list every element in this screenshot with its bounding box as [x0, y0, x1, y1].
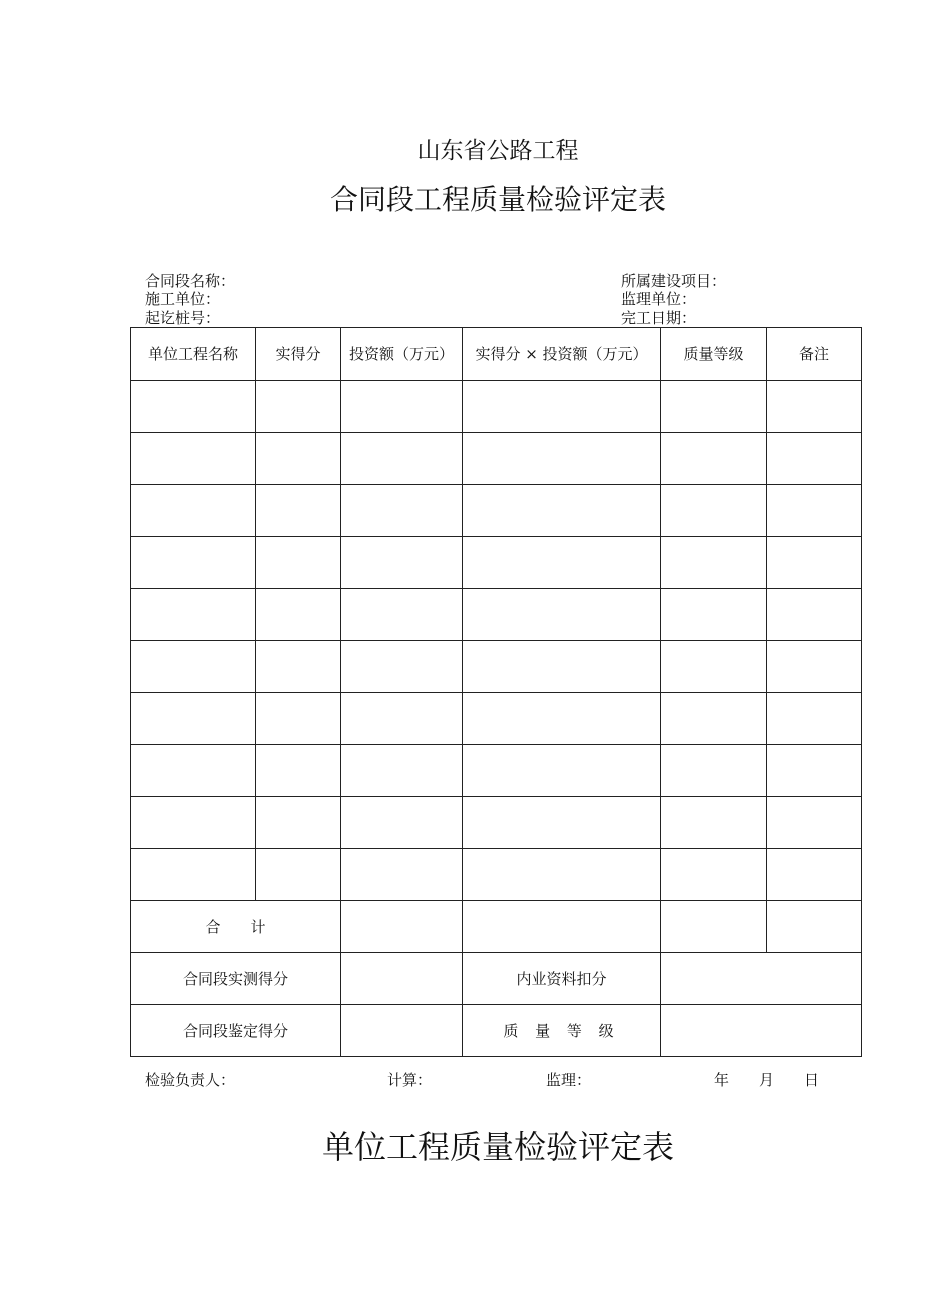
- table-cell: [341, 849, 463, 901]
- column-header: 备注: [767, 328, 862, 381]
- table-cell: [341, 797, 463, 849]
- project-label: 所属建设项目：: [621, 272, 727, 290]
- table-cell: [661, 797, 767, 849]
- total-label: 合 计: [131, 901, 341, 953]
- table-cell: [463, 693, 661, 745]
- table-row: [131, 537, 862, 589]
- table-cell: [767, 381, 862, 433]
- table-cell: [256, 849, 341, 901]
- table-cell: [767, 537, 862, 589]
- table-cell: [767, 693, 862, 745]
- table-cell: [131, 589, 256, 641]
- supervisor-label: 监理单位：: [621, 290, 697, 308]
- table-cell: [256, 485, 341, 537]
- total-row: [131, 901, 862, 953]
- table-cell: [131, 537, 256, 589]
- table-cell: [131, 797, 256, 849]
- table-cell: [661, 537, 767, 589]
- table-cell: [341, 537, 463, 589]
- contractor-label: 施工单位：: [145, 290, 221, 308]
- table-cell: [131, 745, 256, 797]
- table-cell: [256, 641, 341, 693]
- table-cell: [661, 589, 767, 641]
- table-cell: [463, 537, 661, 589]
- table-cell: [341, 641, 463, 693]
- total-remark-cell: [767, 901, 862, 953]
- table-cell: [463, 797, 661, 849]
- table-row: [131, 693, 862, 745]
- quality-grade-label: 质 量 等 级: [463, 1005, 661, 1057]
- table-cell: [463, 641, 661, 693]
- document-title: 合同段工程质量检验评定表: [329, 183, 666, 216]
- table-cell: [661, 849, 767, 901]
- table-cell: [767, 745, 862, 797]
- table-cell: [767, 589, 862, 641]
- column-header: 单位工程名称: [131, 328, 256, 381]
- assessed-score-label: 合同段鉴定得分: [131, 1005, 341, 1057]
- table-cell: [463, 589, 661, 641]
- table-cell: [256, 381, 341, 433]
- table-cell: [256, 433, 341, 485]
- table-cell: [463, 485, 661, 537]
- table-cell: [661, 485, 767, 537]
- station-label: 起讫桩号：: [145, 309, 221, 327]
- calc-label: 计算：: [387, 1071, 433, 1089]
- column-header: 投资额（万元）: [341, 328, 463, 381]
- table-cell: [341, 693, 463, 745]
- table-cell: [131, 693, 256, 745]
- table-row: [131, 589, 862, 641]
- table-cell: [661, 641, 767, 693]
- table-cell: [463, 849, 661, 901]
- quality-grade-value: [661, 1005, 862, 1057]
- assessed-score-row: [131, 1005, 862, 1057]
- table-cell: [767, 433, 862, 485]
- table-cell: [341, 745, 463, 797]
- table-row: [131, 485, 862, 537]
- table-cell: [463, 745, 661, 797]
- table-cell: [256, 797, 341, 849]
- internal-deduction-value: [661, 953, 862, 1005]
- table-row: [131, 849, 862, 901]
- next-section-title: 单位工程质量检验评定表: [321, 1128, 674, 1166]
- table-cell: [767, 849, 862, 901]
- table-cell: [256, 745, 341, 797]
- column-header: 质量等级: [661, 328, 767, 381]
- total-grade-cell: [661, 901, 767, 953]
- table-cell: [131, 433, 256, 485]
- completion-date-label: 完工日期：: [621, 309, 697, 327]
- internal-deduction-label: 内业资料扣分: [463, 953, 661, 1005]
- table-cell: [767, 485, 862, 537]
- document-subtitle: 山东省公路工程: [417, 138, 579, 164]
- table-cell: [256, 589, 341, 641]
- table-row: [131, 381, 862, 433]
- table-cell: [463, 381, 661, 433]
- table-cell: [661, 381, 767, 433]
- table-cell: [131, 849, 256, 901]
- table-cell: [131, 485, 256, 537]
- table-cell: [256, 537, 341, 589]
- assessed-score-value: [341, 1005, 463, 1057]
- table-cell: [767, 797, 862, 849]
- table-cell: [661, 433, 767, 485]
- contract-name-label: 合同段名称：: [145, 272, 236, 290]
- measured-score-value: [341, 953, 463, 1005]
- total-product-cell: [463, 901, 661, 953]
- inspector-label: 检验负责人：: [145, 1071, 236, 1089]
- table-cell: [131, 641, 256, 693]
- evaluation-table: [130, 327, 862, 1057]
- table-cell: [131, 381, 256, 433]
- total-investment-cell: [341, 901, 463, 953]
- measured-score-label: 合同段实测得分: [131, 953, 341, 1005]
- table-cell: [341, 433, 463, 485]
- table-row: [131, 433, 862, 485]
- table-row: [131, 797, 862, 849]
- column-header: 实得分 × 投资额（万元）: [463, 328, 661, 381]
- table-cell: [463, 433, 661, 485]
- column-header: 实得分: [256, 328, 341, 381]
- table-cell: [767, 641, 862, 693]
- table-cell: [256, 693, 341, 745]
- table-cell: [661, 745, 767, 797]
- table-cell: [661, 693, 767, 745]
- table-cell: [341, 485, 463, 537]
- table-row: [131, 641, 862, 693]
- date-label: 年 月 日: [714, 1071, 820, 1089]
- table-header-row: [131, 328, 862, 381]
- measured-score-row: [131, 953, 862, 1005]
- table-row: [131, 745, 862, 797]
- table-cell: [341, 381, 463, 433]
- table-cell: [341, 589, 463, 641]
- supervision-label: 监理：: [546, 1071, 592, 1089]
